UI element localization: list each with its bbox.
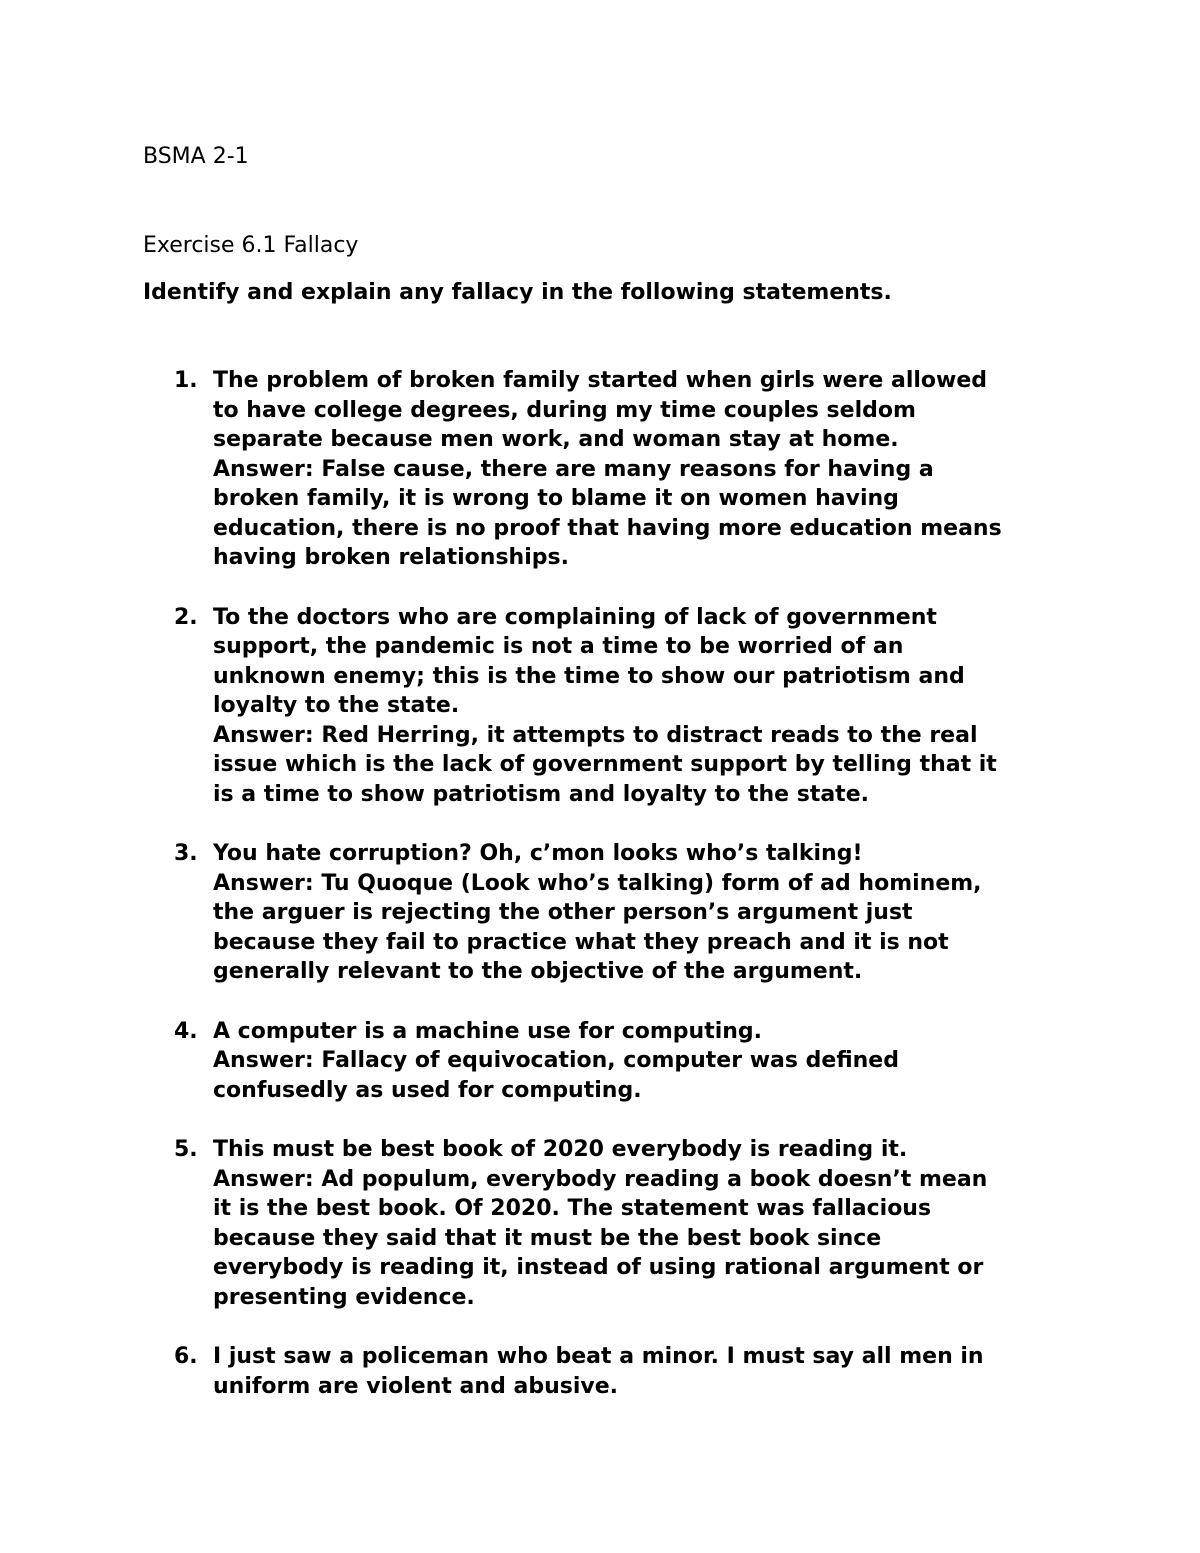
list-item [143,1017,1073,1106]
item-statement: You hate corruption? Oh, c’mon looks who’s talking! [213,841,863,866]
item-answer: Answer: False cause, there are many reasons for having a broken family, it is wrong to blame it on women having education, there is no proof that having more education means having broken relationships. [213,456,1002,570]
list-item [143,603,1073,810]
item-statement: To the doctors who are complaining of lack of government support, the pandemic is not a time to be worried of an unknown enemy; this is the time to show our patriotism and loyalty to the state. [213,604,965,718]
item-answer: Answer: Tu Quoque (Look who’s talking) form of ad hominem, the arguer is rejecting the other person’s argument just because they fail to practice what they preach and it is not generally relevant to the objective of the argument. [213,870,982,984]
item-number: 3. [174,841,198,866]
item-number: 2. [174,604,198,630]
item-statement: I just saw a policeman who beat a minor. I must say all men in uniform are violent and abusive. [213,1344,984,1399]
item-statement: This must be best book of 2020 everybody is reading it. [213,1137,908,1162]
list-item [143,1135,1073,1312]
item-number: 1. [174,368,198,393]
list-item [143,839,1073,987]
course-heading: BSMA 2-1 [143,144,249,169]
item-number: 5. [174,1137,198,1162]
item-number: 6. [174,1344,198,1369]
list-item [143,366,1073,573]
item-answer: Answer: Ad populum, everybody reading a book doesn’t mean it is the best book. Of 2020. The statement was fallacious because they said that it must be the best book since everybody is reading it, instead of using rational argument or presenting evidence. [213,1166,988,1310]
fallacy-list [143,366,1073,1431]
instructions: Identify and explain any fallacy in the following statements. [143,280,892,305]
item-statement: The problem of broken family started when girls were allowed to have college degrees, during my time couples seldom separate because men work, and woman stay at home. [213,368,988,452]
list-item [143,1342,1073,1401]
item-number: 4. [174,1018,198,1044]
exercise-title: Exercise 6.1 Fallacy [143,233,359,258]
item-answer: Answer: Fallacy of equivocation, computer was defined confusedly as used for computing. [213,1048,899,1103]
item-answer: Answer: Red Herring, it attempts to distract reads to the real issue which is the lack of government support by telling that it is a time to show patriotism and loyalty to the state. [213,722,997,807]
item-statement: A computer is a machine use for computing. [213,1018,763,1044]
